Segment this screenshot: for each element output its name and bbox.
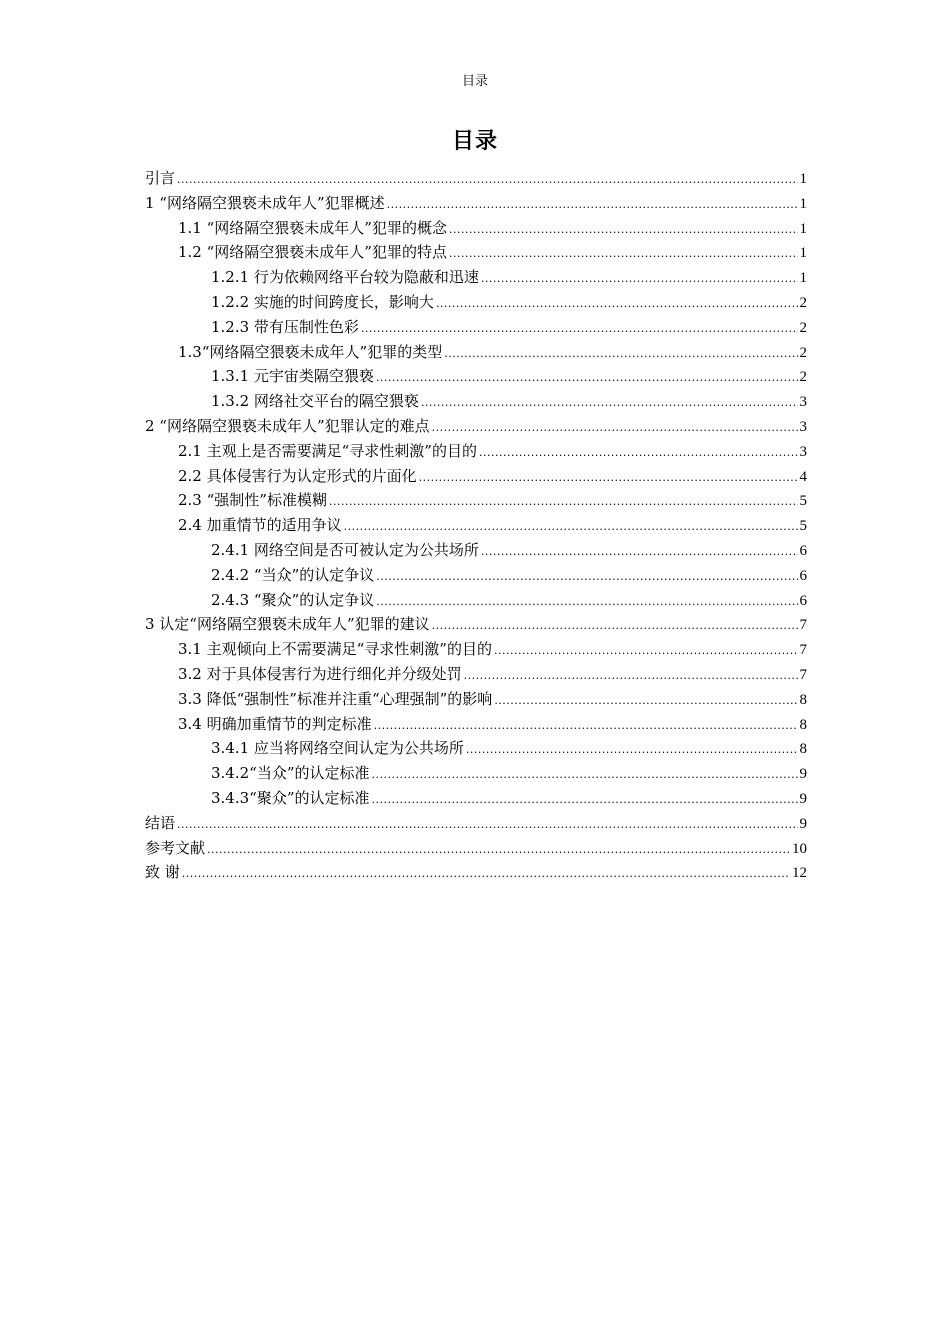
- toc-entry-text: 2.2 具体侵害行为认定形式的片面化: [178, 466, 417, 485]
- toc-entry[interactable]: [145, 191, 807, 216]
- toc-page-number: 2: [799, 344, 807, 361]
- toc-entry-text: 3.4.1 应当将网络空间认定为公共场所: [211, 739, 464, 758]
- toc-entry-text: 1.2.2 实施的时间跨度长，影响大: [211, 292, 434, 311]
- toc-entry[interactable]: [145, 860, 807, 885]
- toc-entry[interactable]: [145, 464, 807, 489]
- toc-page-number: 1: [799, 195, 807, 212]
- toc-page-number: 9: [799, 766, 807, 783]
- toc-page-number: 4: [799, 468, 807, 485]
- toc-dot-leader: [182, 862, 790, 887]
- toc-entry[interactable]: [145, 364, 807, 389]
- toc-page-number: 6: [799, 567, 807, 584]
- toc-dot-leader: [466, 738, 798, 763]
- toc-page-number: 2: [799, 319, 807, 336]
- toc-page-number: 3: [799, 443, 807, 460]
- toc-entry-text: 3.3 降低“强制性”标准并注重“心理强制”的影响: [178, 689, 493, 708]
- toc-page-number: 5: [799, 493, 807, 510]
- toc-page-number: 3: [799, 394, 807, 411]
- toc-entry-text: 2.4.1 网络空间是否可被认定为公共场所: [211, 540, 479, 559]
- toc-entry-text: 3.4.3“聚众”的认定标准: [211, 788, 370, 807]
- toc-page-number: 1: [799, 245, 807, 262]
- toc-entry-text: 2.4.2 “当众”的认定争议: [211, 565, 375, 584]
- toc-entry[interactable]: [145, 736, 807, 761]
- toc-page-number: 7: [799, 642, 807, 659]
- toc-dot-leader: [481, 267, 798, 292]
- toc-entry-text: 1.3.1 元宇宙类隔空猥亵: [211, 367, 374, 386]
- toc-page-number: 1: [799, 270, 807, 287]
- toc-page-number: 7: [799, 666, 807, 683]
- toc-entry[interactable]: [145, 216, 807, 241]
- toc-dot-leader: [372, 763, 798, 788]
- toc-page-number: 2: [799, 369, 807, 386]
- toc-entry-text: 3.4.2“当众”的认定标准: [211, 764, 370, 783]
- toc-entry[interactable]: [145, 315, 807, 340]
- toc-dot-leader: [177, 168, 797, 193]
- toc-entry-text: 2.4.3 “聚众”的认定争议: [211, 590, 375, 609]
- toc-dot-leader: [494, 639, 798, 664]
- toc-dot-leader: [372, 788, 798, 813]
- toc-page-number: 9: [799, 815, 807, 832]
- toc-entry[interactable]: [145, 563, 807, 588]
- table-of-contents: [145, 166, 807, 885]
- toc-dot-leader: [177, 813, 797, 838]
- toc-dot-leader: [481, 540, 798, 565]
- toc-dot-leader: [436, 292, 798, 317]
- toc-dot-leader: [376, 366, 798, 391]
- toc-entry-text: 3.2 对于具体侵害行为进行细化并分级处罚: [178, 664, 462, 683]
- toc-dot-leader: [449, 218, 798, 243]
- toc-page-number: 8: [799, 741, 807, 758]
- toc-entry[interactable]: [145, 389, 807, 414]
- toc-dot-leader: [479, 441, 798, 466]
- toc-dot-leader: [387, 193, 798, 218]
- toc-entry-text: 2.1 主观上是否需要满足“寻求性刺激”的目的: [178, 441, 477, 460]
- toc-entry[interactable]: [145, 166, 807, 191]
- toc-entry[interactable]: [145, 240, 807, 265]
- toc-entry-text: 参考文献: [145, 838, 206, 857]
- toc-entry[interactable]: [145, 340, 807, 365]
- toc-dot-leader: [494, 689, 797, 714]
- toc-dot-leader: [207, 838, 790, 863]
- toc-entry[interactable]: [145, 836, 807, 861]
- toc-entry[interactable]: [145, 786, 807, 811]
- toc-dot-leader: [444, 342, 797, 367]
- toc-dot-leader: [432, 614, 798, 639]
- toc-entry-text: 致 谢: [145, 863, 180, 882]
- toc-page-number: 6: [799, 542, 807, 559]
- toc-dot-leader: [374, 714, 798, 739]
- toc-entry-text: 3.1 主观倾向上不需要满足“寻求性刺激”的目的: [178, 640, 492, 659]
- toc-entry[interactable]: [145, 662, 807, 687]
- toc-page-number: 8: [799, 691, 807, 708]
- toc-entry-text: 1.3“网络隔空猥亵未成年人”犯罪的类型: [178, 342, 443, 361]
- toc-entry-text: 3.4 明确加重情节的判定标准: [178, 714, 372, 733]
- toc-entry-text: 1.3.2 网络社交平台的隔空猥亵: [211, 392, 419, 411]
- toc-dot-leader: [361, 317, 798, 342]
- toc-entry[interactable]: [145, 612, 807, 637]
- toc-entry-text: 2 “网络隔空猥亵未成年人”犯罪认定的难点: [145, 416, 430, 435]
- toc-page-number: 2: [799, 294, 807, 311]
- toc-entry[interactable]: [145, 712, 807, 737]
- page-title: 目录: [451, 129, 498, 154]
- toc-entry[interactable]: [145, 488, 807, 513]
- toc-entry-text: 1.2.1 行为依赖网络平台较为隐蔽和迅速: [211, 268, 479, 287]
- toc-entry[interactable]: [145, 265, 807, 290]
- toc-page-number: 3: [799, 418, 807, 435]
- running-header: 目录: [461, 74, 488, 89]
- toc-dot-leader: [419, 466, 798, 491]
- toc-page-number: 1: [799, 171, 807, 187]
- toc-dot-leader: [376, 565, 797, 590]
- toc-page-number: 1: [799, 220, 807, 237]
- toc-page-number: 6: [799, 592, 807, 609]
- toc-entry[interactable]: [145, 588, 807, 613]
- toc-entry-text: 引言: [145, 169, 176, 187]
- toc-entry-text: 结语: [145, 813, 176, 832]
- toc-dot-leader: [344, 515, 798, 540]
- toc-entry[interactable]: [145, 811, 807, 836]
- toc-entry[interactable]: [145, 637, 807, 662]
- toc-dot-leader: [421, 391, 798, 416]
- toc-page-number: 8: [799, 716, 807, 733]
- toc-page-number: 10: [792, 840, 807, 857]
- toc-dot-leader: [376, 590, 797, 615]
- toc-entry-text: 1.2 “网络隔空猥亵未成年人”犯罪的特点: [178, 243, 447, 262]
- toc-entry[interactable]: [145, 538, 807, 563]
- toc-dot-leader: [329, 490, 798, 515]
- toc-entry-text: 3 认定“网络隔空猥亵未成年人”犯罪的建议: [145, 615, 430, 634]
- toc-dot-leader: [464, 664, 798, 689]
- toc-entry[interactable]: [145, 513, 807, 538]
- toc-entry[interactable]: [145, 439, 807, 464]
- toc-entry[interactable]: [145, 290, 807, 315]
- toc-entry-text: 1 “网络隔空猥亵未成年人”犯罪概述: [145, 193, 385, 212]
- toc-page-number: 12: [792, 865, 807, 882]
- toc-dot-leader: [449, 242, 798, 267]
- toc-entry[interactable]: [145, 761, 807, 786]
- toc-entry[interactable]: [145, 687, 807, 712]
- toc-entry-text: 2.3 “强制性”标准模糊: [178, 491, 327, 510]
- toc-dot-leader: [432, 416, 798, 441]
- toc-entry-text: 2.4 加重情节的适用争议: [178, 516, 342, 535]
- toc-page-number: 5: [799, 518, 807, 535]
- toc-entry-text: 1.2.3 带有压制性色彩: [211, 317, 359, 336]
- toc-entry-text: 1.1 “网络隔空猥亵未成年人”犯罪的概念: [178, 218, 447, 237]
- toc-page-number: 9: [799, 790, 807, 807]
- toc-entry[interactable]: [145, 414, 807, 439]
- toc-page-number: 7: [799, 617, 807, 634]
